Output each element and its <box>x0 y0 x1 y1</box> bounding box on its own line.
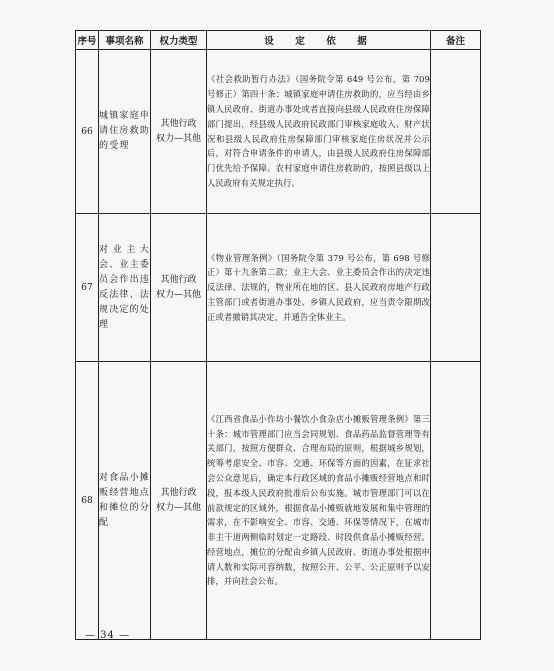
row-number: 67 <box>76 214 99 362</box>
power-type <box>151 214 207 362</box>
basis-text: 《物业管理条例》（国务院令第 379 号公布，第 698 号修正）第十九条第二款：业主大会、业主委员会作出的决定违反法律、法规的，物业所在地的区、县人民政府房地产行政主管部门或者街道办事处、乡镇人民政府，应当责令限期改正或者撤销其决定，并通告全体业主。 <box>207 214 431 362</box>
remarks-cell <box>431 50 481 214</box>
header-remarks: 备注 <box>431 31 481 50</box>
power-type-line2: 权力—其他 <box>155 502 201 513</box>
basis-text: 《江西省食品小作坊小餐饮小食杂店小摊贩管理条例》第三十条：城市管理部门应当会同规划、食品药品监督管理等有关部门，按照方便群众、合理布局的原则，根据城乡规划，统筹考虑安全、市容、交通、环保等方面的因素，在征求社会公众意见后，确定本行政区域的食品小摊贩经营地点和时段，报本级人民政府批准后公布实施。城市管理部门可以在前款规定的区域外，根据食品小摊贩就地发展和集中管理的需求，在不影响安全、市容、交通、环保等情况下，在城市非主干道两侧临时划定一定路段、时段供食品小摊贩经营。经营地点，摊位的分配由乡镇人民政府、街道办事处根据申请人数和实际可容纳数，按照公开、公平、公正原则予以安排，并向社会公布。 <box>207 362 431 640</box>
item-name: 对食品小摊贩经营地点和摊位的分配 <box>99 362 151 640</box>
power-type-line1: 其他行政 <box>160 487 197 498</box>
header-no: 序号 <box>76 31 99 50</box>
page-number: — 34 — <box>85 630 131 641</box>
power-list-table <box>75 30 481 640</box>
remarks-cell <box>431 362 481 640</box>
item-name: 城镇家庭申请住房救助的受理 <box>99 50 151 214</box>
table-row <box>76 362 481 640</box>
power-type-line2: 权力—其他 <box>155 289 201 300</box>
table-row <box>76 214 481 362</box>
power-type-line2: 权力—其他 <box>155 133 201 144</box>
basis-text: 《社会救助暂行办法》（国务院令第 649 号公布，第 709 号修正）第四十条：城镇家庭申请住房救助的，应当经由乡镇人民政府、街道办事处或者直接向县级人民政府住房保障部门提出，经县级人民政府民政部门审核家庭收入、财产状况和县级人民政府住房保障部门审核家庭住房状况并公示后，对符合申请条件的申请人，由县级人民政府住房保障部门优先给予保障。农村家庭申请住房救助的，按照县级以上人民政府有关规定执行。 <box>207 50 431 214</box>
power-type-line1: 其他行政 <box>160 274 197 285</box>
power-type <box>151 362 207 640</box>
row-number: 66 <box>76 50 99 214</box>
table-row <box>76 50 481 214</box>
header-basis: 设 定 依 据 <box>207 31 431 50</box>
power-type-line1: 其他行政 <box>160 118 197 129</box>
remarks-cell <box>431 214 481 362</box>
item-name: 对业主大会、业主委员会作出违反法律、法规决定的处理 <box>99 214 151 362</box>
table-header-row <box>76 31 481 50</box>
header-power-type: 权力类型 <box>151 31 207 50</box>
header-item-name: 事项名称 <box>99 31 151 50</box>
row-number: 68 <box>76 362 99 640</box>
power-type <box>151 50 207 214</box>
